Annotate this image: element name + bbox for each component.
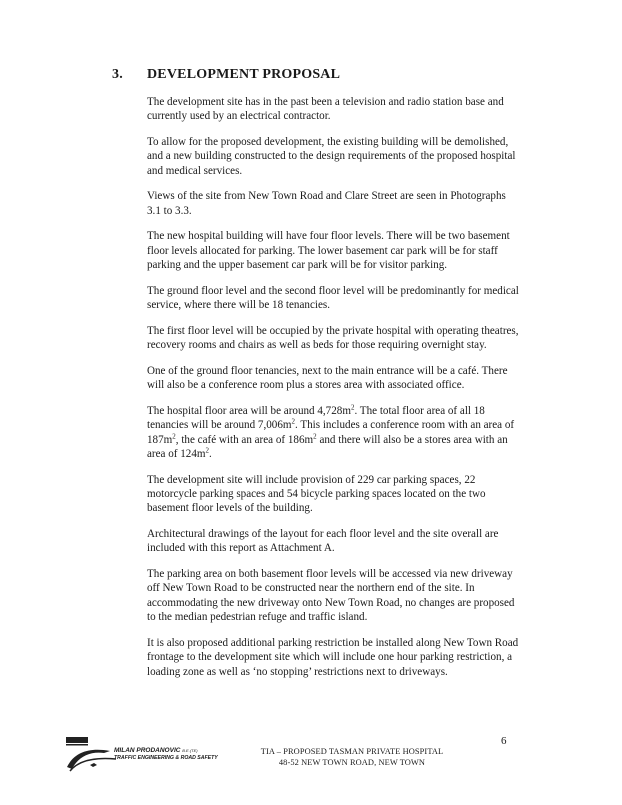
- paragraph-attachment: Architectural drawings of the layout for each floor level and the site overall are included with this report as Attachment A.: [147, 528, 499, 555]
- logo-name: MILAN PRODANOVIC B.E.(TE): [114, 747, 198, 754]
- paragraph-site-history: The development site has in the past been a television and radio station base and currently used by an electrical contractor.: [147, 96, 504, 123]
- paragraph-site-views: Views of the site from New Town Road and Clare Street are seen in Photographs 3.1 to 3.3.: [147, 190, 506, 217]
- paragraph-driveway: The parking area on both basement floor levels will be accessed via new driveway off New Town Road to be constructed near the northern end of the site. In accommodating the new driveway onto New Town Road, no changes are proposed to the median pedestrian refuge and traffic island.: [147, 568, 515, 624]
- paragraph-parking-restriction: It is also proposed additional parking restriction be installed along New Town Road frontage to the development site which will include one hour parking restriction, a loading zone as well as ‘no stopping’ restrictions next to driveways.: [147, 636, 519, 678]
- section-number: 3.: [112, 67, 123, 82]
- section-title: DEVELOPMENT PROPOSAL: [147, 67, 341, 82]
- page-number: 6: [501, 735, 507, 747]
- footer-address: 48-52 NEW TOWN ROAD, NEW TOWN: [278, 758, 426, 768]
- footer-title: TIA – PROPOSED TASMAN PRIVATE HOSPITAL: [260, 747, 444, 756]
- section-heading: [112, 67, 340, 83]
- paragraph-floor-areas: The hospital floor area will be around $4,728m^2$. The total floor area of all 18 tenancies will be around $7,006m^2$. This includes a conference room with an area of $187m^2$, the café with an area of $186m^2$ and there will also be a stores area with an area of $124m^2$.: [147, 403, 515, 461]
- paragraph-ground-floor: The ground floor level and the second floor level will be predominantly for medical service, where there will be 18 tenancies.: [147, 284, 519, 312]
- paragraph-demolition: To allow for the proposed development, the existing building will be demolished, and a new building constructed to the design requirements of the proposed hospital and medical services.: [147, 136, 516, 177]
- logo-tagline: TRAFFIC ENGINEERING & ROAD SAFETY: [114, 755, 218, 761]
- body-text: [147, 95, 519, 690]
- paragraph-tenancies: One of the ground floor tenancies, next to the main entrance will be a café. There will also be a conference room plus a stores area with associated office.: [147, 364, 508, 392]
- paragraph-parking-provision: The development site will include provision of 229 car parking spaces, 22 motorcycle parking spaces and 54 bicycle parking spaces located on the two basement floor levels of the building.: [147, 473, 486, 515]
- page-footer: [240, 746, 464, 769]
- paragraph-first-floor: The first floor level will be occupied by the private hospital with operating theatres, recovery rooms and chairs as well as beds for those requiring overnight stay.: [147, 324, 519, 352]
- paragraph-floor-levels: The new hospital building will have four floor levels. There will be two basement floor levels allocated for parking. The lower basement car park will be for staff parking and the upper basement car park will be for visitor parking.: [147, 230, 510, 272]
- company-logo: [64, 735, 234, 775]
